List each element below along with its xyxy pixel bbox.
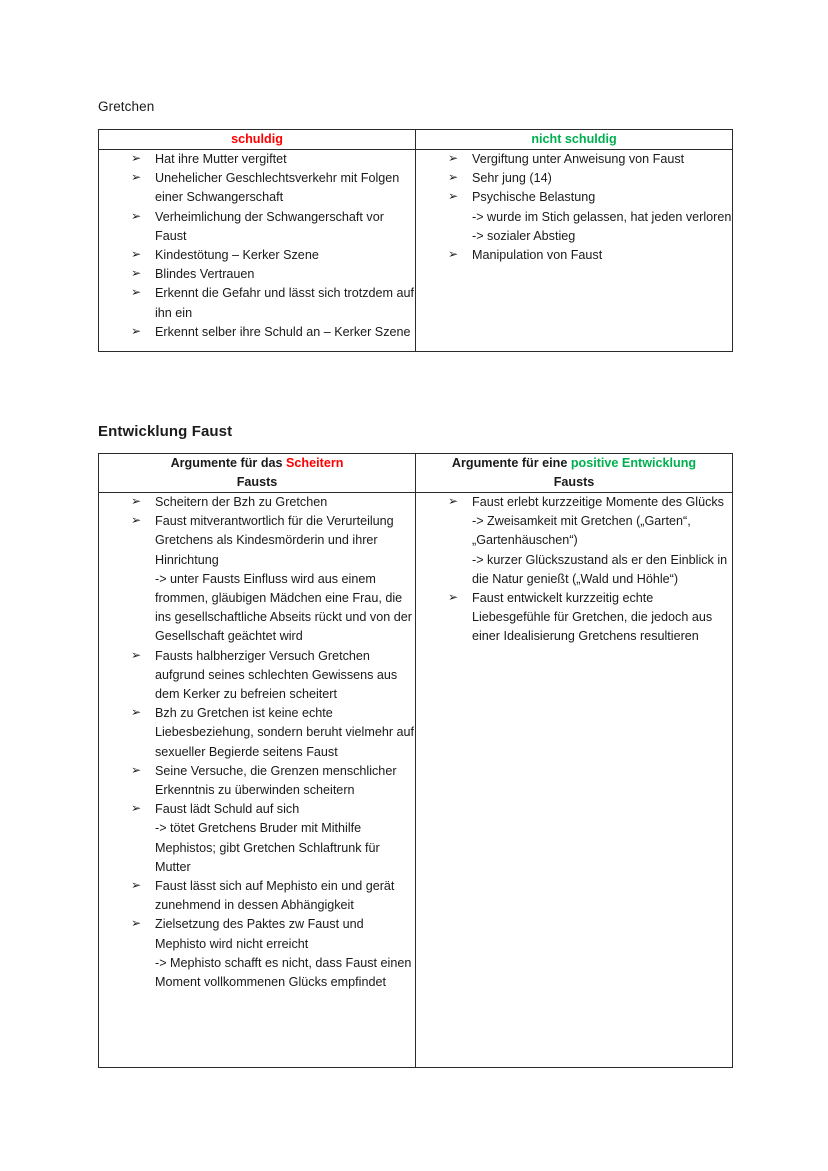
- list-item: [416, 493, 732, 589]
- arrow-bullet-icon: ➢: [448, 494, 459, 508]
- table-gretchen: [98, 129, 733, 352]
- header-label-fausts: Fausts: [553, 475, 595, 489]
- list-scheitern: [99, 493, 415, 992]
- arrow-bullet-icon: ➢: [131, 208, 142, 223]
- list-item-subtext: -> sozialer Abstieg: [472, 228, 576, 243]
- list-item-subtext: -> wurde im Stich gelassen, hat jeden verloren: [472, 209, 732, 224]
- list-item: [99, 208, 415, 246]
- arrow-bullet-icon: ➢: [448, 151, 459, 165]
- list-item-text: Faust entwickelt kurzzeitig echte Liebesgefühle für Gretchen, die jedoch aus einer Idealisierung Gretchens resultieren: [472, 591, 713, 644]
- list-item: [416, 589, 732, 647]
- table-cell-scheitern-items: [99, 493, 416, 1068]
- arrow-bullet-icon: ➢: [448, 590, 459, 605]
- list-item-text: Hat ihre Mutter vergiftet: [155, 152, 287, 166]
- table-header-cell-schuldig: [99, 130, 416, 150]
- list-item-text: Scheitern der Bzh zu Gretchen: [155, 495, 328, 509]
- arrow-bullet-icon: ➢: [131, 916, 142, 931]
- list-item-text: Verheimlichung der Schwangerschaft vor Faust: [155, 209, 384, 243]
- arrow-bullet-icon: ➢: [448, 189, 459, 204]
- header-label-schuldig: schuldig: [231, 132, 283, 146]
- header-label-fausts: Fausts: [236, 475, 278, 489]
- list-item: [99, 284, 415, 322]
- list-item: [99, 800, 415, 877]
- table-entwicklung-faust: [98, 453, 733, 1068]
- arrow-bullet-icon: ➢: [131, 323, 142, 338]
- arrow-bullet-icon: ➢: [131, 247, 142, 262]
- list-item: [99, 647, 415, 705]
- arrow-bullet-icon: ➢: [448, 247, 459, 262]
- table-header-cell-positive-entwicklung: [416, 454, 733, 493]
- list-item: [99, 323, 415, 342]
- list-item-text: Zielsetzung des Paktes zw Faust und Mephisto wird nicht erreicht: [155, 917, 364, 951]
- list-item: [99, 169, 415, 207]
- list-item-subtext: -> Mephisto schafft es nicht, dass Faust einen Moment vollkommenen Glücks empfindet: [155, 955, 412, 990]
- list-item: [416, 150, 732, 169]
- list-item: [99, 150, 415, 169]
- list-item: [416, 188, 732, 246]
- arrow-bullet-icon: ➢: [131, 494, 142, 508]
- list-item-text: Psychische Belastung: [472, 190, 596, 205]
- list-item: [99, 704, 415, 762]
- table-header-row: [99, 454, 733, 493]
- arrow-bullet-icon: ➢: [131, 762, 142, 777]
- list-item-text: Manipulation von Faust: [472, 248, 603, 263]
- table-header-cell-nicht-schuldig: [416, 130, 733, 150]
- list-nicht-schuldig: [416, 150, 732, 265]
- header-label-argumente-fuer-eine: Argumente für eine: [451, 456, 571, 470]
- list-item: [416, 246, 732, 265]
- list-item-subtext: -> kurzer Glückszustand als er den Einblick in die Natur genießt („Wald und Höhle“): [472, 552, 728, 586]
- list-item-subtext: -> Zweisamkeit mit Gretchen („Garten“, „Gartenhäuschen“): [472, 514, 691, 548]
- list-item-text: Faust lädt Schuld auf sich: [155, 802, 300, 817]
- list-item: [99, 512, 415, 646]
- list-item-text: Sehr jung (14): [472, 171, 552, 186]
- list-item-text: Faust erlebt kurzzeitige Momente des Glücks: [472, 495, 724, 509]
- arrow-bullet-icon: ➢: [131, 266, 142, 281]
- list-item-text: Fausts halbherziger Versuch Gretchen aufgrund seines schlechten Gewissens aus dem Kerker zu befreien scheitert: [155, 648, 398, 702]
- table-cell-positive-entwicklung-items: [416, 493, 733, 1068]
- list-item-text: Bzh zu Gretchen ist keine echte Liebesbeziehung, sondern beruht vielmehr auf sexueller Begierde seitens Faust: [155, 706, 415, 759]
- list-item-text: Vergiftung unter Anweisung von Faust: [472, 152, 685, 166]
- table-cell-nicht-schuldig-items: [416, 150, 733, 352]
- list-item-subtext: -> unter Fausts Einfluss wird aus einem frommen, gläubigen Mädchen eine Frau, die ins gesellschaftliche Abseits rückt und von der Gesellschaft geächtet wird: [155, 571, 412, 644]
- list-item-text: Kindestötung – Kerker Szene: [155, 248, 319, 263]
- list-item-text: Seine Versuche, die Grenzen menschlicher Erkenntnis zu überwinden scheitern: [155, 763, 397, 798]
- list-item-text: Faust lässt sich auf Mephisto ein und gerät zunehmend in dessen Abhängigkeit: [155, 879, 395, 913]
- list-item: [99, 762, 415, 800]
- table-cell-schuldig-items: [99, 150, 416, 352]
- arrow-bullet-icon: ➢: [131, 513, 142, 528]
- header-label-argumente-fuer-das: Argumente für das: [170, 456, 287, 470]
- arrow-bullet-icon: ➢: [131, 878, 142, 893]
- header-label-positive-entwicklung: positive Entwicklung: [570, 456, 697, 470]
- list-item: [99, 246, 415, 265]
- table-header-cell-scheitern: [99, 454, 416, 493]
- list-schuldig: [99, 150, 415, 342]
- list-item-text: Faust mitverantwortlich für die Verurteilung Gretchens als Kindesmörderin und ihrer Hinrichtung: [155, 514, 394, 567]
- list-item: [99, 915, 415, 992]
- arrow-bullet-icon: ➢: [131, 170, 142, 185]
- header-label-nicht-schuldig: nicht schuldig: [531, 132, 617, 146]
- list-item: [99, 493, 415, 512]
- arrow-bullet-icon: ➢: [448, 170, 459, 185]
- arrow-bullet-icon: ➢: [131, 285, 142, 300]
- arrow-bullet-icon: ➢: [131, 647, 142, 662]
- page-title-entwicklung-faust: Entwicklung Faust: [98, 423, 233, 440]
- page-title-gretchen: Gretchen: [98, 99, 155, 114]
- arrow-bullet-icon: ➢: [131, 705, 142, 720]
- list-item-text: Blindes Vertrauen: [155, 267, 255, 282]
- list-item: [99, 265, 415, 284]
- header-label-scheitern: Scheitern: [286, 456, 344, 470]
- list-item-subtext: -> tötet Gretchens Bruder mit Mithilfe Mephistos; gibt Gretchen Schlaftrunk für Mutter: [155, 821, 380, 874]
- list-item: [416, 169, 732, 188]
- table-header-row: [99, 130, 733, 150]
- table-body-row: [99, 493, 733, 1068]
- arrow-bullet-icon: ➢: [131, 801, 142, 816]
- list-item-text: Unehelicher Geschlechtsverkehr mit Folgen einer Schwangerschaft: [155, 171, 400, 205]
- table-body-row: [99, 150, 733, 352]
- list-item-text: Erkennt selber ihre Schuld an – Kerker Szene: [155, 324, 411, 339]
- list-item-text: Erkennt die Gefahr und lässt sich trotzdem auf ihn ein: [155, 286, 415, 320]
- list-positive-entwicklung: [416, 493, 732, 647]
- arrow-bullet-icon: ➢: [131, 151, 142, 165]
- list-item: [99, 877, 415, 915]
